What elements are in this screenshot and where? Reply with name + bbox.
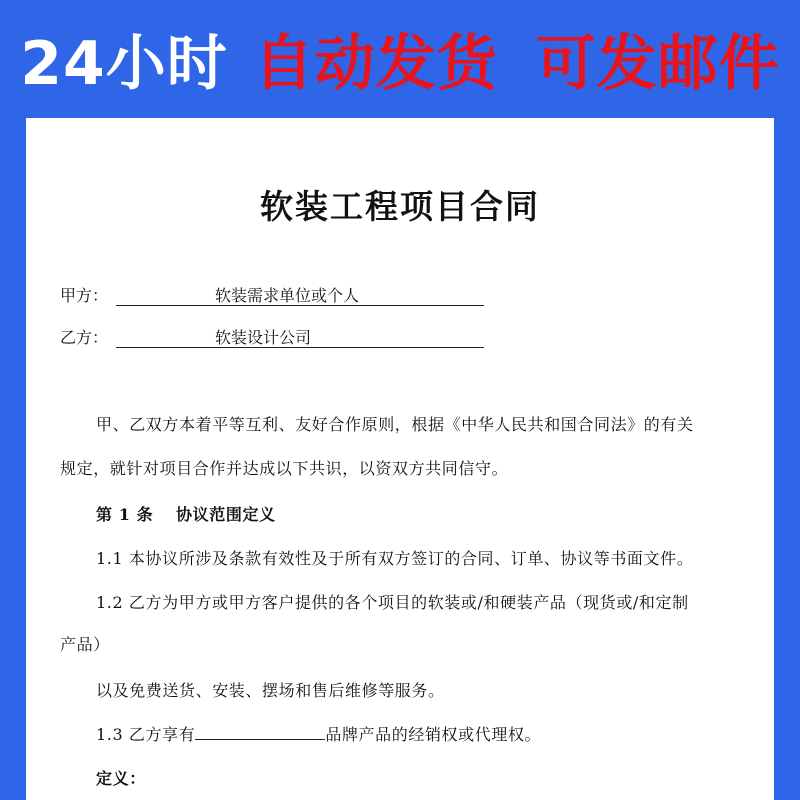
definition-label: 定义： <box>96 769 146 788</box>
article-1-heading: 第 1 条 协议范围定义 <box>96 505 276 524</box>
banner-email-text: 可发邮件 <box>535 29 780 99</box>
clause-1-2-line-2: 产品） <box>60 635 110 654</box>
party-b-value: 软装设计公司 <box>215 328 312 347</box>
clause-1-3-prefix: 1.3 乙方享有 <box>96 725 196 744</box>
banner-24h-text: 24小时 <box>20 29 228 99</box>
intro-paragraph-line-1: 甲、乙双方本着平等互利、友好合作原则，根据《中华人民共和国合同法》的有关 <box>96 415 694 434</box>
clause-1-2-line-3: 以及免费送货、安装、摆场和售后维修等服务。 <box>96 681 445 700</box>
party-a-value: 软装需求单位或个人 <box>215 286 360 305</box>
banner-auto-delivery-text: 自动发货 <box>253 29 498 99</box>
intro-paragraph-line-2: 规定，就针对项目合作并达成以下共识，以资双方共同信守。 <box>60 459 509 478</box>
clause-1-1: 1.1 本协议所涉及条款有效性及于所有双方签订的合同、订单、协议等书面文件。 <box>96 549 694 568</box>
party-b-label: 乙方： <box>60 328 109 347</box>
promo-banner <box>0 0 800 118</box>
clause-1-2-line-1: 1.2 乙方为甲方或甲方客户提供的各个项目的软装或/和硬装产品（现货或/和定制 <box>96 593 689 612</box>
contract-page <box>26 118 774 800</box>
party-a-label: 甲方： <box>60 286 109 305</box>
clause-1-3 <box>96 722 541 745</box>
document-title: 软装工程项目合同 <box>260 187 540 226</box>
clause-1-3-suffix: 品牌产品的经销权或代理权。 <box>325 725 542 744</box>
brand-blank-line <box>195 724 325 740</box>
